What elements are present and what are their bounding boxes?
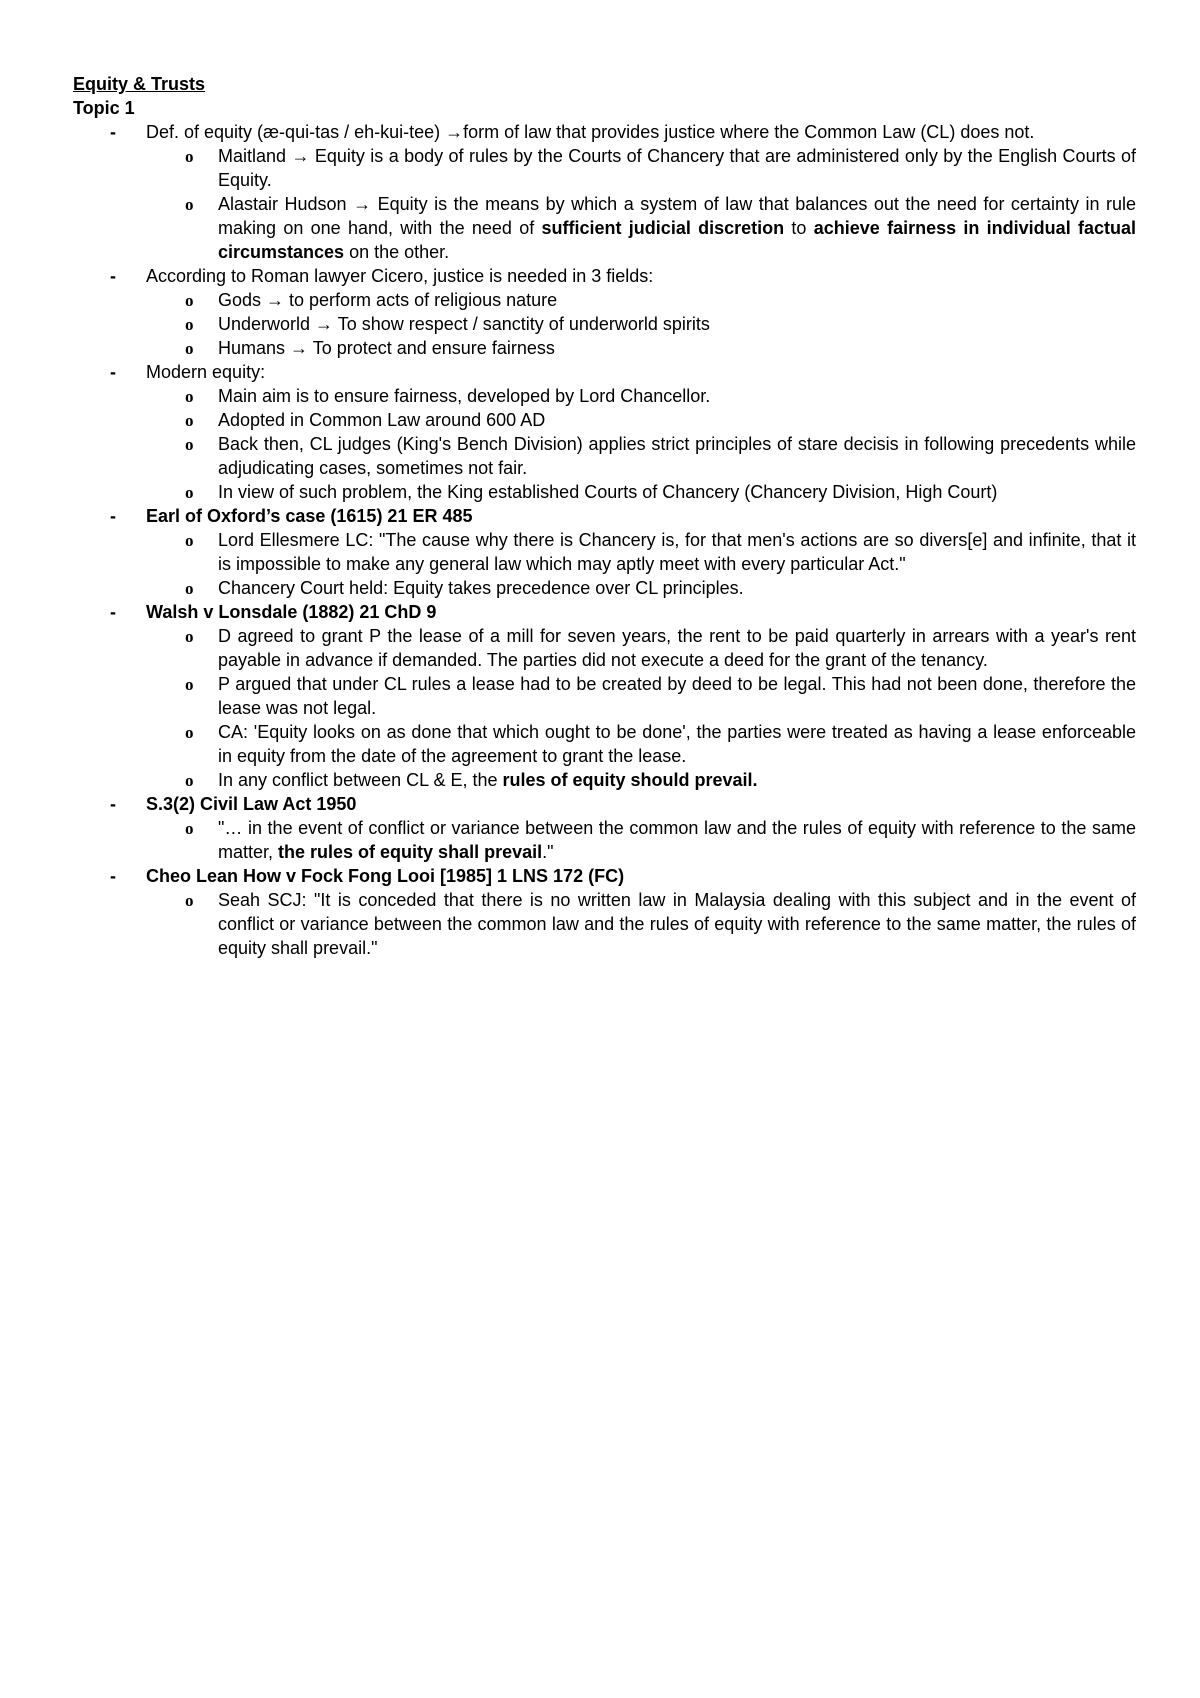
dash-bullet: - <box>110 266 116 286</box>
sub-outline-item <box>146 432 1136 480</box>
text-run: D agreed to grant P the lease of a mill for seven years, the rent to be paid quarterly in arrears with a year's rent payable in advance if demanded. The parties did not execute a deed for the grant of the tenancy. <box>218 626 1136 670</box>
circle-bullet: o <box>185 675 194 694</box>
sub-outline-item-text <box>218 816 1136 864</box>
circle-bullet: o <box>185 771 194 790</box>
sub-outline-item <box>146 576 1136 600</box>
circle-bullet: o <box>185 291 194 310</box>
sub-outline <box>146 528 1136 600</box>
text-run: Modern equity: <box>146 362 266 382</box>
sub-outline-item-text <box>218 384 1136 408</box>
text-run: In any conflict between CL & E, the <box>218 770 503 790</box>
sub-outline-item <box>146 192 1136 264</box>
circle-bullet: o <box>185 195 194 214</box>
text-run: ." <box>542 842 554 862</box>
text-run: Alastair Hudson → Equity is the means by which a system of law that balances out the need for certainty in rule making on one hand, with the need of <box>218 194 1136 238</box>
circle-bullet: o <box>185 387 194 406</box>
dash-bullet: - <box>110 866 116 886</box>
text-run: In view of such problem, the King established Courts of Chancery (Chancery Division, High Court) <box>218 482 998 502</box>
sub-outline-item-text <box>218 144 1136 192</box>
sub-outline-item-text <box>218 480 1136 504</box>
text-run: P argued that under CL rules a lease had to be created by deed to be legal. This had not been done, therefore the lease was not legal. <box>218 674 1136 718</box>
sub-outline-item-text <box>218 528 1136 576</box>
sub-outline-item <box>146 720 1136 768</box>
outline-item-text <box>146 864 1136 888</box>
sub-outline-item-text <box>218 768 1136 792</box>
text-run: Main aim is to ensure fairness, developed by Lord Chancellor. <box>218 386 711 406</box>
bold-text-run: S.3(2) Civil Law Act 1950 <box>146 794 357 814</box>
outline-item <box>73 600 1136 792</box>
sub-outline-item-text <box>218 408 1136 432</box>
circle-bullet: o <box>185 315 194 334</box>
sub-outline-item <box>146 528 1136 576</box>
outline-item <box>73 864 1136 960</box>
bold-text-run: the rules of equity shall prevail <box>278 842 543 862</box>
sub-outline-item <box>146 336 1136 360</box>
circle-bullet: o <box>185 339 194 358</box>
bold-text-run: Cheo Lean How v Fock Fong Looi [1985] 1 LNS 172 (FC) <box>146 866 625 886</box>
sub-outline-item-text <box>218 336 1136 360</box>
sub-outline-item-text <box>218 672 1136 720</box>
text-run: Humans → To protect and ensure fairness <box>218 338 555 358</box>
text-run: Gods → to perform acts of religious nature <box>218 290 558 310</box>
dash-bullet: - <box>110 122 116 142</box>
circle-bullet: o <box>185 435 194 454</box>
text-run: Chancery Court held: Equity takes precedence over CL principles. <box>218 578 744 598</box>
bold-text-run: sufficient judicial discretion <box>541 218 785 238</box>
outline-item <box>73 792 1136 864</box>
outline-item-text <box>146 120 1136 144</box>
circle-bullet: o <box>185 891 194 910</box>
sub-outline-item <box>146 768 1136 792</box>
outline-item-text <box>146 600 1136 624</box>
sub-outline <box>146 816 1136 864</box>
sub-outline-item-text <box>218 576 1136 600</box>
text-run: Def. of equity (æ-qui-tas / eh-kui-tee) →form of law that provides justice where the Common Law (CL) does not. <box>146 122 1035 142</box>
dash-bullet: - <box>110 362 116 382</box>
sub-outline <box>146 624 1136 792</box>
circle-bullet: o <box>185 819 194 838</box>
circle-bullet: o <box>185 411 194 430</box>
text-run: to <box>784 218 814 238</box>
sub-outline-item-text <box>218 192 1136 264</box>
sub-outline-item <box>146 480 1136 504</box>
sub-outline-item-text <box>218 432 1136 480</box>
text-run: CA: 'Equity looks on as done that which ought to be done', the parties were treated as having a lease enforceable in equity from the date of the agreement to grant the lease. <box>218 722 1136 766</box>
text-run: Lord Ellesmere LC: "The cause why there is Chancery is, for that men's actions are so divers[e] and infinite, that it is impossible to make any general law which may aptly meet with every particular Act." <box>218 530 1136 574</box>
outline-item-text <box>146 264 1136 288</box>
circle-bullet: o <box>185 483 194 502</box>
sub-outline <box>146 144 1136 264</box>
notes-outline <box>73 120 1136 960</box>
text-run: Seah SCJ: "It is conceded that there is no written law in Malaysia dealing with this subject and in the event of conflict or variance between the common law and the rules of equity with reference to the same matter, the rules of equity shall prevail." <box>218 890 1136 958</box>
text-run: Adopted in Common Law around 600 AD <box>218 410 546 430</box>
bold-text-run: Walsh v Lonsdale (1882) 21 ChD 9 <box>146 602 437 622</box>
topic-heading: Topic 1 <box>73 98 135 118</box>
sub-outline-item <box>146 624 1136 672</box>
bold-text-run: Earl of Oxford’s case (1615) 21 ER 485 <box>146 506 473 526</box>
circle-bullet: o <box>185 147 194 166</box>
sub-outline-item-text <box>218 888 1136 960</box>
text-run: According to Roman lawyer Cicero, justice is needed in 3 fields: <box>146 266 654 286</box>
circle-bullet: o <box>185 723 194 742</box>
outline-item-text <box>146 504 1136 528</box>
sub-outline-item <box>146 144 1136 192</box>
sub-outline-item <box>146 672 1136 720</box>
text-run: Back then, CL judges (King's Bench Division) applies strict principles of stare decisis in following precedents while adjudicating cases, sometimes not fair. <box>218 434 1136 478</box>
text-run: on the other. <box>344 242 450 262</box>
sub-outline-item <box>146 312 1136 336</box>
sub-outline-item <box>146 288 1136 312</box>
sub-outline <box>146 888 1136 960</box>
circle-bullet: o <box>185 627 194 646</box>
sub-outline-item-text <box>218 312 1136 336</box>
sub-outline-item <box>146 816 1136 864</box>
outline-item <box>73 504 1136 600</box>
sub-outline-item <box>146 408 1136 432</box>
outline-item-text <box>146 360 1136 384</box>
outline-item <box>73 120 1136 264</box>
dash-bullet: - <box>110 506 116 526</box>
sub-outline-item <box>146 888 1136 960</box>
outline-item <box>73 360 1136 504</box>
outline-item-text <box>146 792 1136 816</box>
sub-outline-item-text <box>218 288 1136 312</box>
document-title: Equity & Trusts <box>73 74 206 94</box>
dash-bullet: - <box>110 602 116 622</box>
circle-bullet: o <box>185 579 194 598</box>
bold-text-run: achieve fairness in individual factual circumstances <box>218 218 1136 262</box>
circle-bullet: o <box>185 531 194 550</box>
text-run: "… in the event of conflict or variance between the common law and the rules of equity with reference to the same matter, <box>218 818 1136 862</box>
text-run: Maitland → Equity is a body of rules by the Courts of Chancery that are administered only by the English Courts of Equity. <box>218 146 1136 190</box>
sub-outline-item <box>146 384 1136 408</box>
bold-text-run: rules of equity should prevail. <box>502 770 758 790</box>
dash-bullet: - <box>110 794 116 814</box>
sub-outline <box>146 384 1136 504</box>
sub-outline-item-text <box>218 720 1136 768</box>
outline-item <box>73 264 1136 360</box>
sub-outline <box>146 288 1136 360</box>
sub-outline-item-text <box>218 624 1136 672</box>
text-run: Underworld → To show respect / sanctity of underworld spirits <box>218 314 710 334</box>
